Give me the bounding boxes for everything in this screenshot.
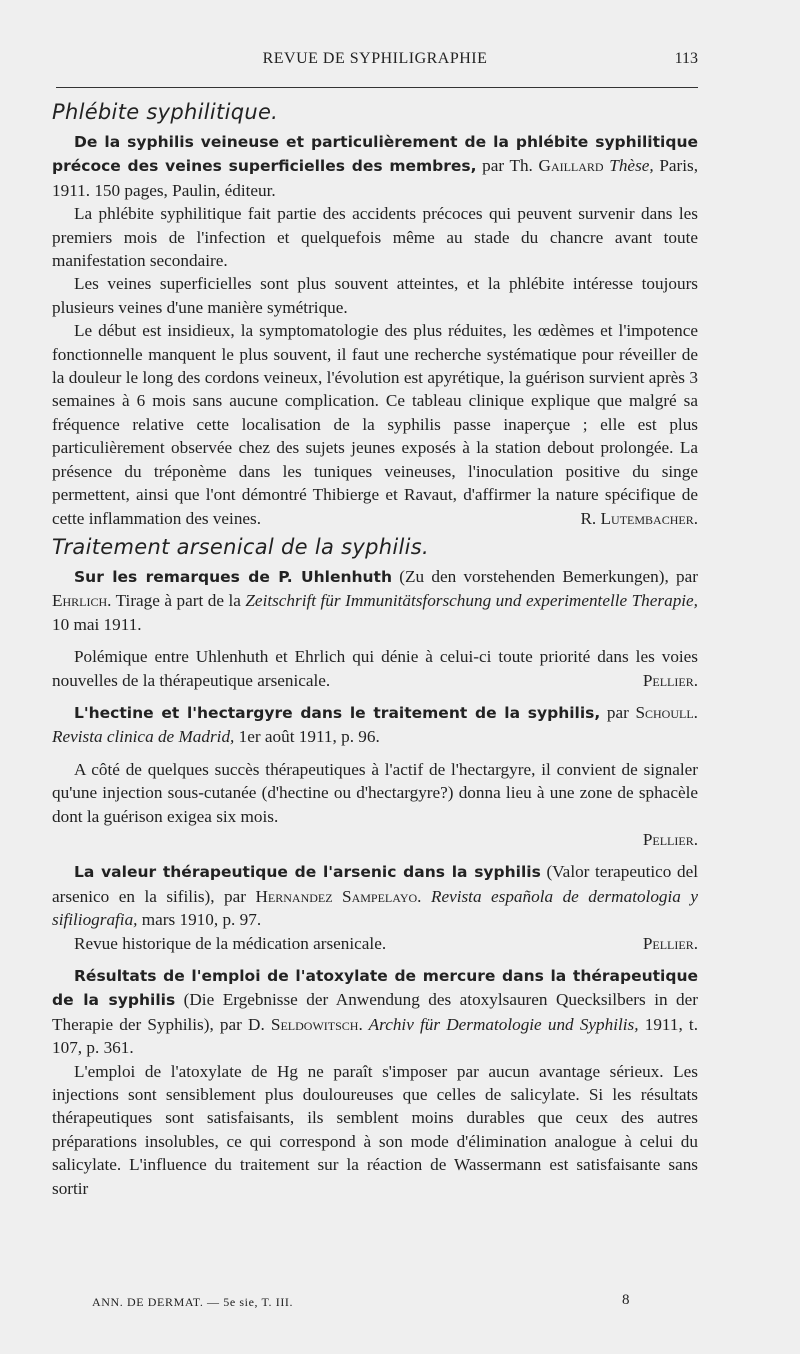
citation-text: 10 mai 1911. bbox=[52, 614, 142, 634]
publication: Revista española de dermatologia y sifiliografia, bbox=[52, 886, 699, 930]
entry-title: L'hectine et l'hectargyre dans le traitement de la syphilis, bbox=[74, 703, 601, 722]
paragraph-text: Le début est insidieux, la symptomatologie des plus réduites, les œdèmes et l'impotence fonctionnelle manquent le plus souvent, il faut une recherche systématique pour réveiller de la douleur le long des cordons veineux, l'évolution est apyrétique, la guérison survient après 3 semaines à 6 mois sans aucune complication. Ce tableau clinique explique que malgré sa fréquence relative cette localisation de la syphilis passe inaperçue ; elle est plus particulièrement observée chez des sujets jeunes exposés à la station debout prolongée. La présence du tréponème dans les tuniques veineuses, l'inoculation positive du singe permettent, ainsi que l'ont démontré Thibierge et Ravaut, d'affirmer la nature spécifique de cette inflammation des veines. bbox=[52, 321, 698, 528]
reviewer-signature: Pellier. bbox=[642, 829, 698, 849]
citation-text: (Zu den vorstehenden Bemerkungen), par bbox=[392, 566, 698, 586]
author-name: Gaillard bbox=[538, 156, 604, 176]
citation-text: mars 1910, p. 97. bbox=[137, 910, 262, 930]
signature-mark: 8 bbox=[622, 1292, 630, 1308]
entry-title: La valeur thérapeutique de l'arsenic dans la syphilis bbox=[74, 863, 541, 882]
entry-citation bbox=[52, 130, 698, 202]
author-name: Schoull. bbox=[635, 702, 698, 722]
publication: Archiv für Dermatologie und Syphilis, bbox=[362, 1014, 639, 1034]
paragraph: La phlébite syphilitique fait partie des accidents précoces qui peuvent survenir dans les premiers mois de l'infection et quelquefois même au stade du chancre avant toute manifestation secondaire. bbox=[52, 204, 698, 271]
publication-details: Paris, 1911. 150 pages, Paulin, éditeur. bbox=[52, 156, 699, 200]
entry-citation bbox=[52, 701, 698, 749]
entry-citation bbox=[52, 860, 698, 931]
signature-name: Lutembacher. bbox=[600, 508, 698, 528]
citation-text: Tirage à part de la bbox=[111, 591, 246, 611]
citation-text: par bbox=[600, 702, 636, 722]
paragraph-text: Polémique entre Uhlenhuth et Ehrlich qui dénie à celui-ci toute priorité dans les voies nouvelles de la thérapeutique arsenicale. bbox=[52, 647, 698, 690]
citation-text: (Valor terapeutico del arsenico en la sifilis), par bbox=[52, 862, 699, 906]
entry-citation bbox=[52, 964, 698, 1060]
reviewer-signature: Pellier. bbox=[642, 933, 698, 953]
author-name: Ehrlich. bbox=[52, 591, 112, 611]
publication: Revista clinica de Madrid, bbox=[52, 727, 235, 747]
citation-text: 1911, t. 107, p. 361. bbox=[52, 1014, 698, 1058]
author-name: Seldowitsch. bbox=[270, 1014, 363, 1034]
running-head bbox=[52, 50, 698, 76]
running-title: REVUE DE SYPHILIGRAPHIE bbox=[262, 50, 488, 67]
publication: Thèse, bbox=[609, 156, 654, 176]
header-rule bbox=[56, 87, 698, 88]
entry-citation bbox=[52, 565, 698, 636]
paragraph-text: Revue historique de la médication arsenicale. bbox=[74, 933, 387, 953]
reviewer-signature: Pellier. bbox=[642, 670, 698, 690]
entry-title: Résultats de l'emploi de l'atoxylate de mercure dans la thérapeutique de la syphilis bbox=[52, 967, 698, 1010]
paragraph bbox=[52, 319, 698, 530]
article-body bbox=[52, 97, 698, 1200]
author-name: Hernandez Sampelayo. bbox=[255, 886, 422, 906]
page-number: 113 bbox=[674, 50, 698, 67]
paragraph: L'emploi de l'atoxylate de Hg ne paraît s'imposer par aucun avantage sérieux. Les injections sont sensiblement plus douloureuses que celles de salicylate. Si les résultats thérapeutiques sont satisfaisants, ils semblent moins durables que ceux des autres préparations insolubles, ce qui correspond à son mode d'élimination analogue à celui du salicylate. L'influence du traitement sur la réaction de Wassermann est satisfaisante sans sortir bbox=[52, 1061, 698, 1198]
section-heading-phlebite: Phlébite syphilitique. bbox=[52, 100, 279, 124]
entry-title: Sur les remarques de P. Uhlenhuth bbox=[74, 567, 393, 586]
reviewer-signature bbox=[558, 507, 698, 530]
publication: Zeitschrift für Immunitätsforschung und experimentelle Therapie, bbox=[245, 591, 698, 611]
paragraph: Les veines superficielles sont plus souvent atteintes, et la phlébite intéresse toujours plusieurs veines d'une manière symétrique. bbox=[52, 274, 698, 317]
citation-text: 1er août 1911, p. 96. bbox=[234, 727, 380, 747]
signature-initial: R. bbox=[580, 508, 601, 528]
entry-title: De la syphilis veineuse et particulièrement de la phlébite syphilitique précoce des veines superficielles des membres, bbox=[52, 133, 698, 176]
author-prefix: par Th. bbox=[476, 156, 539, 176]
paragraph bbox=[52, 645, 698, 692]
citation-text: (Die Ergebnisse der Anwendung des atoxylsauren Quecksilbers in der Therapie der Syphilis), par D. bbox=[52, 990, 699, 1034]
paragraph: A côté de quelques succès thérapeutiques à l'actif de l'hectargyre, il convient de signaler qu'une injection sous-cutanée (d'hectine ou d'hectargyre?) donna lieu à une zone de sphacèle dont la guérison exigea six mois. bbox=[52, 759, 698, 826]
journal-reference: ANN. DE DERMAT. — 5e sie, T. III. bbox=[92, 1295, 294, 1309]
paragraph bbox=[52, 932, 698, 955]
section-heading-traitement: Traitement arsenical de la syphilis. bbox=[52, 534, 429, 559]
